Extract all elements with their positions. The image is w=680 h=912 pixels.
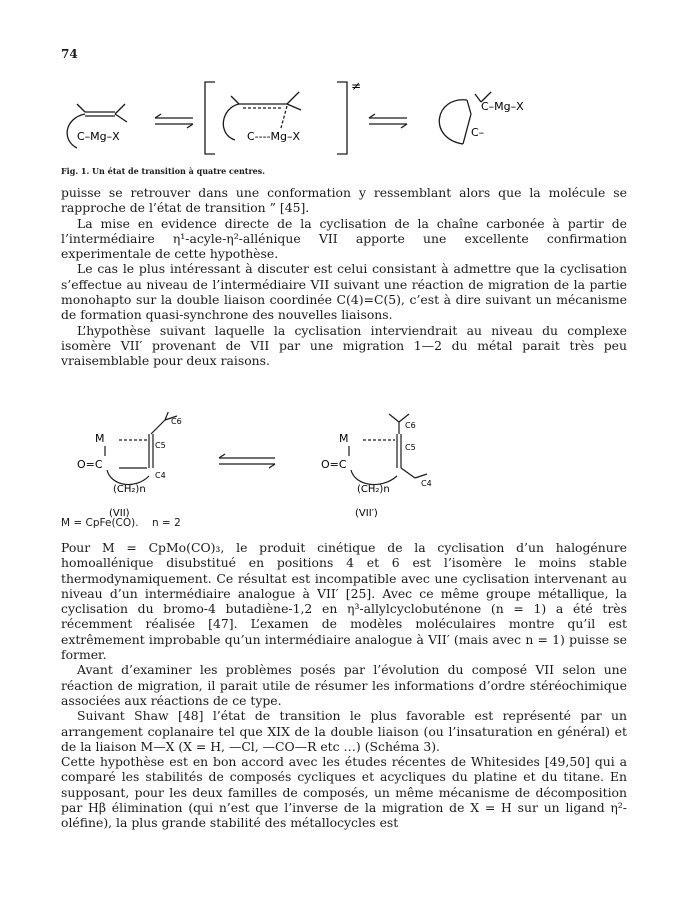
intermediate-scheme <box>61 412 621 522</box>
right-cmgx-label: C–Mg–X <box>481 100 524 113</box>
chain-label-viiprime: (CH₂)n <box>357 484 390 495</box>
transition-state-scheme <box>55 78 615 158</box>
paragraph: puisse se retrouver dans une conformation y ressemblant alors que la molécule se rapproche de l’état de transition ” [45]. <box>61 185 627 216</box>
carbonyl-label-vii: O=C <box>77 458 103 471</box>
page-number: 74 <box>61 47 78 61</box>
metal-label-viiprime: M <box>339 432 349 445</box>
right-c-label: C– <box>471 126 485 139</box>
middle-cmgx-label: C----Mg–X <box>247 130 301 143</box>
c5-label-vii: C5 <box>155 441 166 450</box>
chain-label-vii: (CH₂)n <box>113 484 146 495</box>
figure-caption: Fig. 1. Un état de transition à quatre centres. <box>61 166 266 176</box>
transition-state-mark: ≠ <box>351 79 362 93</box>
paragraph: Pour M = CpMo(CO)₃, le produit cinétique de la cyclisation d’un halogénure homoallénique disubstitué en positions 4 et 6 est l’isomère le moins stable thermodynamiquement. Ce résultat est incompatible avec une cyclisation intervenant au niveau d’un intermédiaire analogue à VII′ [25]. Avec ce même groupe métallique, la cyclisation du bromo-4 butadiène-1,2 en η³-allylcyclobuténone (n = 1) a été très récemment réalisée [47]. L’examen de modèles moléculaires montre qu’il est extrêmement improbable qu’un intermédiaire analogue à VII′ (mais avec n = 1) puisse se former. <box>61 540 627 663</box>
compound-viiprime-label: (VII′) <box>355 508 378 519</box>
carbonyl-label-viiprime: O=C <box>321 458 347 471</box>
c6-label-vii: C6 <box>171 417 182 426</box>
text-block-1 <box>61 185 627 369</box>
c4-label-viiprime: C4 <box>421 479 432 488</box>
c5-label-viiprime: C5 <box>405 443 416 452</box>
text-block-2 <box>61 540 627 831</box>
metal-label-vii: M <box>95 432 105 445</box>
n-definition: n = 2 <box>151 517 181 529</box>
paragraph: La mise en evidence directe de la cyclisation de la chaîne carbonée à partir de l’intermédiaire η¹-acyle-η²-allénique VII apporte une excellente confirmation experimentale de cette hypothèse. <box>61 215 627 262</box>
c4-label-vii: C4 <box>155 471 166 480</box>
c6-label-viiprime: C6 <box>405 421 416 430</box>
paragraph: Suivant Shaw [48] l’état de transition le plus favorable est représenté par un arrangement coplanaire tel que XIX de la double liaison (ou l’insaturation en général) et de la liaison M—X (X = H, —Cl, —CO—R etc …) (Schéma 3). <box>61 708 627 754</box>
paragraph: Avant d’examiner les problèmes posés par l’évolution du composé VII selon une réaction de migration, il parait utile de résumer les informations d’ordre stéréochimique associées aux réactions de ce type. <box>61 662 627 708</box>
left-cmgx-label: C–Mg–X <box>77 130 120 143</box>
compound-vii-label: (VII) <box>109 508 130 519</box>
scheme-legend <box>61 517 191 529</box>
paragraph: Cette hypothèse est en bon accord avec les études récentes de Whitesides [49,50] qui a comparé les stabilités de composés cycliques et acycliques du platine et du titane. En supposant, pour les deux familles de composés, un même mécanisme de décomposition par Hβ élimination (qui n’est que l’inverse de la migration de X = H sur un ligand η²-oléfine), la plus grande stabilité des métallocycles est <box>61 754 627 831</box>
paragraph: L’hypothèse suivant laquelle la cyclisation interviendrait au niveau du complexe isomère VII′ provenant de VII par une migration 1—2 du métal parait très peu vraisemblable pour deux raisons. <box>61 322 627 369</box>
paragraph: Le cas le plus intéressant à discuter est celui consistant à admettre que la cyclisation s’effectue au niveau de l’intermédiaire VII suivant une réaction de migration de la partie monohapto sur la double liaison coordinée C(4)=C(5), c’est à dire suivant un mécanisme de formation quasi-synchrone des nouvelles liaisons. <box>61 261 627 323</box>
metal-definition: M = CpFe(CO). <box>61 517 139 529</box>
